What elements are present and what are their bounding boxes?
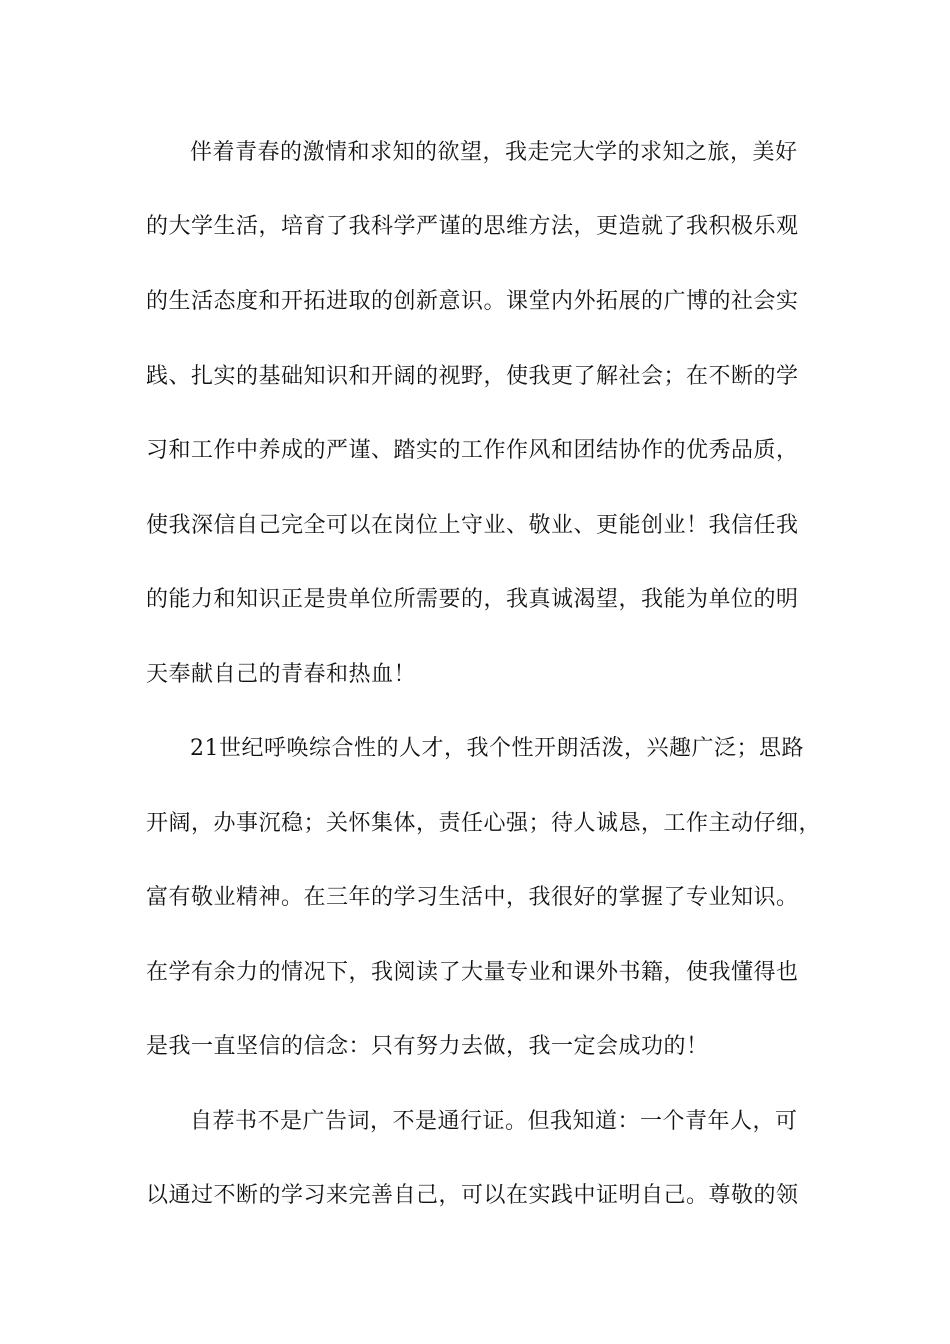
paragraph-3-line-1: 自荐书不是广告词，不是通行证。但我知道：一个青年人，可 [190, 1109, 798, 1134]
paragraph-1-line-5: 习和工作中养成的严谨、踏实的工作作风和团结协作的优秀品质， [146, 438, 799, 463]
paragraph-1-line-3: 的生活态度和开拓进取的创新意识。课堂内外拓展的广博的社会实 [146, 289, 799, 314]
paragraph-3-line-2: 以通过不断的学习来完善自己，可以在实践中证明自己。尊敬的领 [146, 1183, 799, 1208]
paragraph-2-line-3: 富有敬业精神。在三年的学习生活中，我很好的掌握了专业知识。 [146, 885, 799, 910]
paragraph-1-line-1: 伴着青春的激情和求知的欲望，我走完大学的求知之旅，美好 [190, 140, 798, 165]
paragraph-1-line-6: 使我深信自己完全可以在岗位上守业、敬业、更能创业！我信任我 [146, 513, 799, 538]
paragraph-2-line-4: 在学有余力的情况下，我阅读了大量专业和课外书籍，使我懂得也 [146, 960, 799, 985]
paragraph-1-line-2: 的大学生活，培育了我科学严谨的思维方法，更造就了我积极乐观 [146, 214, 799, 239]
paragraph-1-line-8: 天奉献自己的青春和热血！ [146, 662, 417, 687]
paragraph-1-line-7: 的能力和知识正是贵单位所需要的，我真诚渴望，我能为单位的明 [146, 587, 799, 612]
paragraph-2-line-1: 21世纪呼唤综合性的人才，我个性开朗活泼，兴趣广泛；思路 [190, 736, 804, 761]
paragraph-2-line-5: 是我一直坚信的信念：只有努力去做，我一定会成功的！ [146, 1034, 709, 1059]
paragraph-2-line-2: 开阔，办事沉稳；关怀集体，责任心强；待人诚恳，工作主动仔细， [146, 811, 822, 836]
paragraph-1-line-4: 践、扎实的基础知识和开阔的视野，使我更了解社会；在不断的学 [146, 364, 799, 389]
